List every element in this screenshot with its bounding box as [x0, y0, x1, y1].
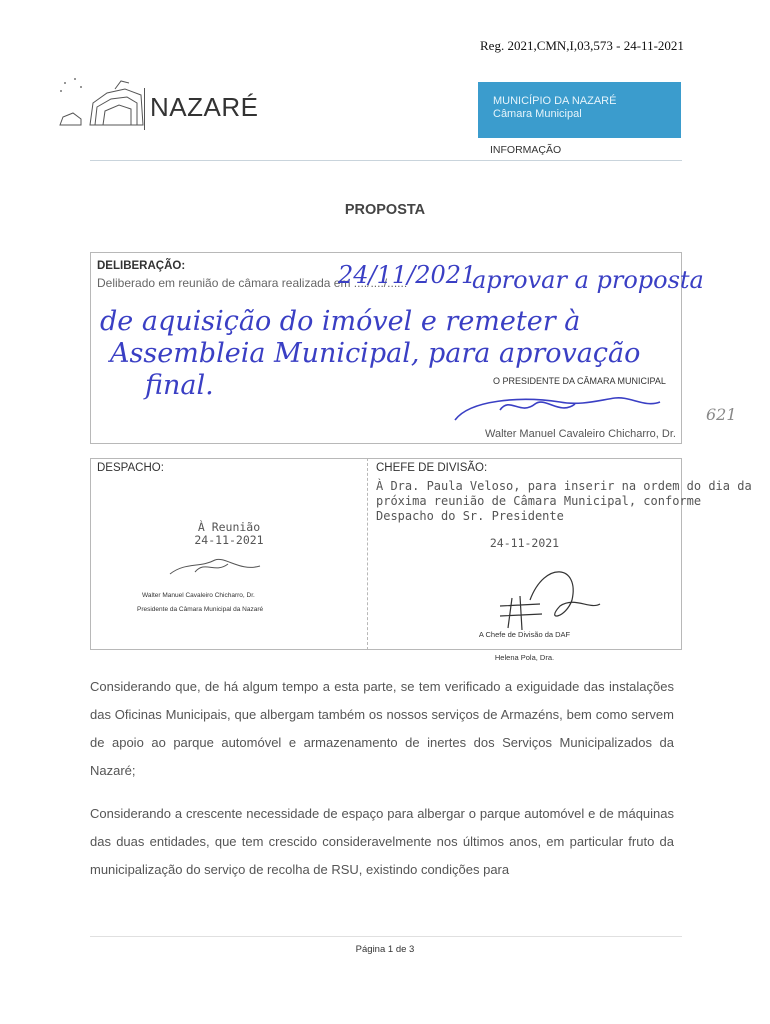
- president-label: O PRESIDENTE DA CÂMARA MUNICIPAL: [493, 376, 666, 386]
- page-title: PROPOSTA: [344, 202, 426, 218]
- document-type: INFORMAÇÃO: [490, 144, 562, 156]
- chefe-date: 24-11-2021: [489, 536, 560, 550]
- registration-number: Reg. 2021,CMN,I,03,573 - 24-11-2021: [480, 38, 684, 53]
- chefe-label: CHEFE DE DIVISÃO:: [376, 462, 488, 474]
- chefe-line-3: Despacho do Sr. Presidente: [376, 509, 564, 523]
- chefe-line-2: próxima reunião de Câmara Municipal, conforme: [376, 494, 702, 508]
- nazare-logo-icon: [55, 75, 150, 135]
- chefe-name: Helena Pola, Dra.: [494, 653, 555, 662]
- despacho-signer-name: Walter Manuel Cavaleiro Chicharro, Dr.: [142, 592, 255, 599]
- page-number: Página 1 de 3: [355, 944, 415, 955]
- despacho-signer-role: Presidente da Câmara Municipal da Nazaré: [137, 606, 264, 613]
- logo-divider: [144, 88, 145, 130]
- despacho-text: À Reunião: [197, 520, 261, 534]
- despacho-date: 24-11-2021: [194, 533, 264, 547]
- margin-note: 621: [706, 405, 737, 424]
- body-paragraph-1: Considerando que, de há algum tempo a esta parte, se tem verificado a exiguidade das instalações das Oficinas Municipais, que albergam também os nossos serviços de Armazéns, bem como servem de apoio ao parque automóvel e armazenamento de inertes dos Serviços Municipalizados da Nazaré;: [90, 679, 674, 778]
- handwritten-line-2: de aquisição do imóvel e remeter à: [100, 306, 581, 337]
- header-divider: [90, 160, 682, 161]
- deliberacao-text: Deliberado em reunião de câmara realizada em ..../..../......: [97, 276, 408, 290]
- deliberacao-label: DELIBERAÇÃO:: [97, 260, 186, 272]
- banner-subtitle: Câmara Municipal: [493, 108, 582, 120]
- despacho-label: DESPACHO:: [97, 462, 164, 474]
- despacho-box: [90, 458, 368, 650]
- logo-text: NAZARÉ: [150, 92, 259, 122]
- chefe-role: A Chefe de Divisão da DAF: [478, 630, 571, 639]
- chefe-line-1: À Dra. Paula Veloso, para inserir na ordem do dia da: [376, 479, 752, 493]
- handwritten-line-1: aprovar a proposta: [472, 266, 704, 294]
- president-name: Walter Manuel Cavaleiro Chicharro, Dr.: [485, 428, 676, 440]
- handwritten-line-3: Assembleia Municipal, para aprovação: [110, 338, 641, 369]
- handwritten-line-4: final.: [145, 370, 214, 401]
- footer-divider: [90, 936, 682, 937]
- body-paragraph-2: Considerando a crescente necessidade de espaço para albergar o parque automóvel e de máquinas das duas entidades, que tem crescido consideravelmente nos últimos anos, em particular fruto da municipalização do serviço de recolha de RSU, existindo condições para: [90, 806, 674, 877]
- municipality-banner: [478, 82, 681, 138]
- banner-title: MUNICÍPIO DA NAZARÉ: [493, 95, 617, 107]
- handwritten-date: 24/11/2021: [338, 261, 477, 289]
